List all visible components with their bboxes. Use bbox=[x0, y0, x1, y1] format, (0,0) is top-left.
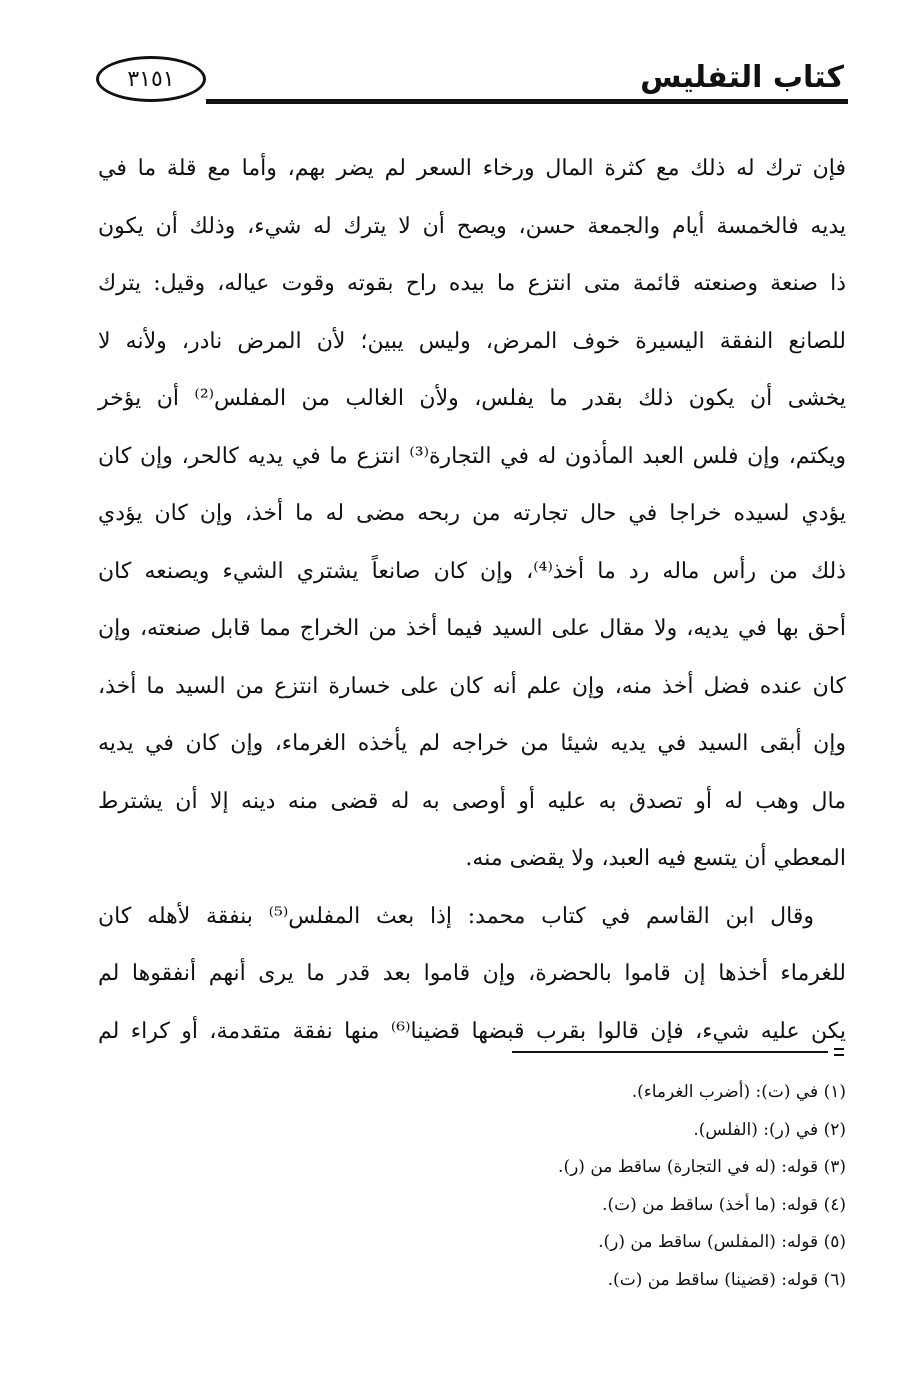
text-line: يكن عليه شيء، فإن قالوا بقرب قبضها قضينا⁽⁶⁾ منها نفقة متقدمة، أو كراء لم bbox=[98, 1018, 847, 1044]
continuation-mark bbox=[834, 1048, 844, 1056]
body-text bbox=[98, 140, 846, 1060]
text-line: أحق بها في يديه، ولا مقال على السيد فيما أخذ من الخراج مما قابل صنعته، وإن bbox=[98, 616, 846, 641]
text-line: للغرماء أخذها إن قاموا بالحضرة، وإن قاموا بعد قدر ما يرى أنهم أنفقوها لم bbox=[98, 961, 846, 986]
page-number-oval bbox=[96, 56, 206, 102]
text-line: يخشى أن يكون ذلك بقدر ما يفلس، ولأن الغالب من المفلس⁽²⁾ أن يؤخر bbox=[98, 386, 846, 411]
footnote: (٣) قوله: (له في التجارة) ساقط من (ر). bbox=[558, 1157, 846, 1177]
footnote: (٦) قوله: (قضينا) ساقط من (ت). bbox=[607, 1269, 846, 1290]
footnote: (٢) في (ر): (الفلس). bbox=[693, 1119, 846, 1140]
text-line: فإن ترك له ذلك مع كثرة المال ورخاء السعر لم يضر بهم، وأما مع قلة ما في bbox=[98, 156, 846, 181]
text-line: ذلك من رأس ماله رد ما أخذ⁽⁴⁾، وإن كان صانعاً يشتري الشيء ويصنعه كان bbox=[98, 558, 846, 584]
text-line: ذا صنعة وصنعته قائمة متى انتزع ما بيده راح بقوته وقوت عياله، وقيل: يترك bbox=[98, 271, 846, 296]
text-line: يديه فالخمسة أيام والجمعة حسن، ويصح أن لا يترك له شيء، وذلك أن يكون bbox=[98, 213, 846, 239]
footnote: (٥) قوله: (المفلس) ساقط من (ر). bbox=[598, 1232, 846, 1252]
text-line: مال وهب له أو تصدق به عليه أو أوصى به له قضى منه دينه إلا أن يشترط bbox=[98, 788, 846, 814]
text-line: المعطي أن يتسع فيه العبد، ولا يقضى منه. bbox=[465, 846, 846, 871]
text-line: وقال ابن القاسم في كتاب محمد: إذا بعث المفلس⁽⁵⁾ بنفقة لأهله كان bbox=[98, 903, 815, 929]
text-line: كان عنده فضل أخذ منه، وإن علم أنه كان على خسارة انتزع من السيد ما أخذ، bbox=[98, 673, 846, 699]
text-line: وإن أبقى السيد في يديه شيئا من خراجه لم يأخذه الغرماء، وإن كان في يديه bbox=[98, 731, 846, 756]
chapter-title: كتاب التفليس bbox=[630, 60, 844, 96]
text-line: ويكتم، وإن فلس العبد المأذون له في التجارة⁽³⁾ انتزع ما في يديه كالحر، وإن كان bbox=[98, 443, 846, 469]
footnote: (١) في (ت): (أضرب الغرماء). bbox=[631, 1082, 846, 1102]
page-number: ٣١٥١ bbox=[127, 66, 175, 92]
footnote-rule bbox=[512, 1051, 828, 1053]
header-rule bbox=[206, 99, 848, 104]
page-header bbox=[96, 52, 848, 110]
footnote-separator bbox=[512, 1045, 844, 1059]
text-line: للصانع النفقة اليسيرة خوف المرض، وليس يبين؛ لأن المرض نادر، ولأنه لا bbox=[98, 328, 846, 354]
text-line: يؤدي لسيده خراجا في حال تجارته من ربحه مضى له ما أخذ، وإن كان يؤدي bbox=[98, 501, 846, 526]
footnote: (٤) قوله: (ما أخذ) ساقط من (ت). bbox=[602, 1194, 846, 1215]
footnotes bbox=[98, 1074, 846, 1299]
